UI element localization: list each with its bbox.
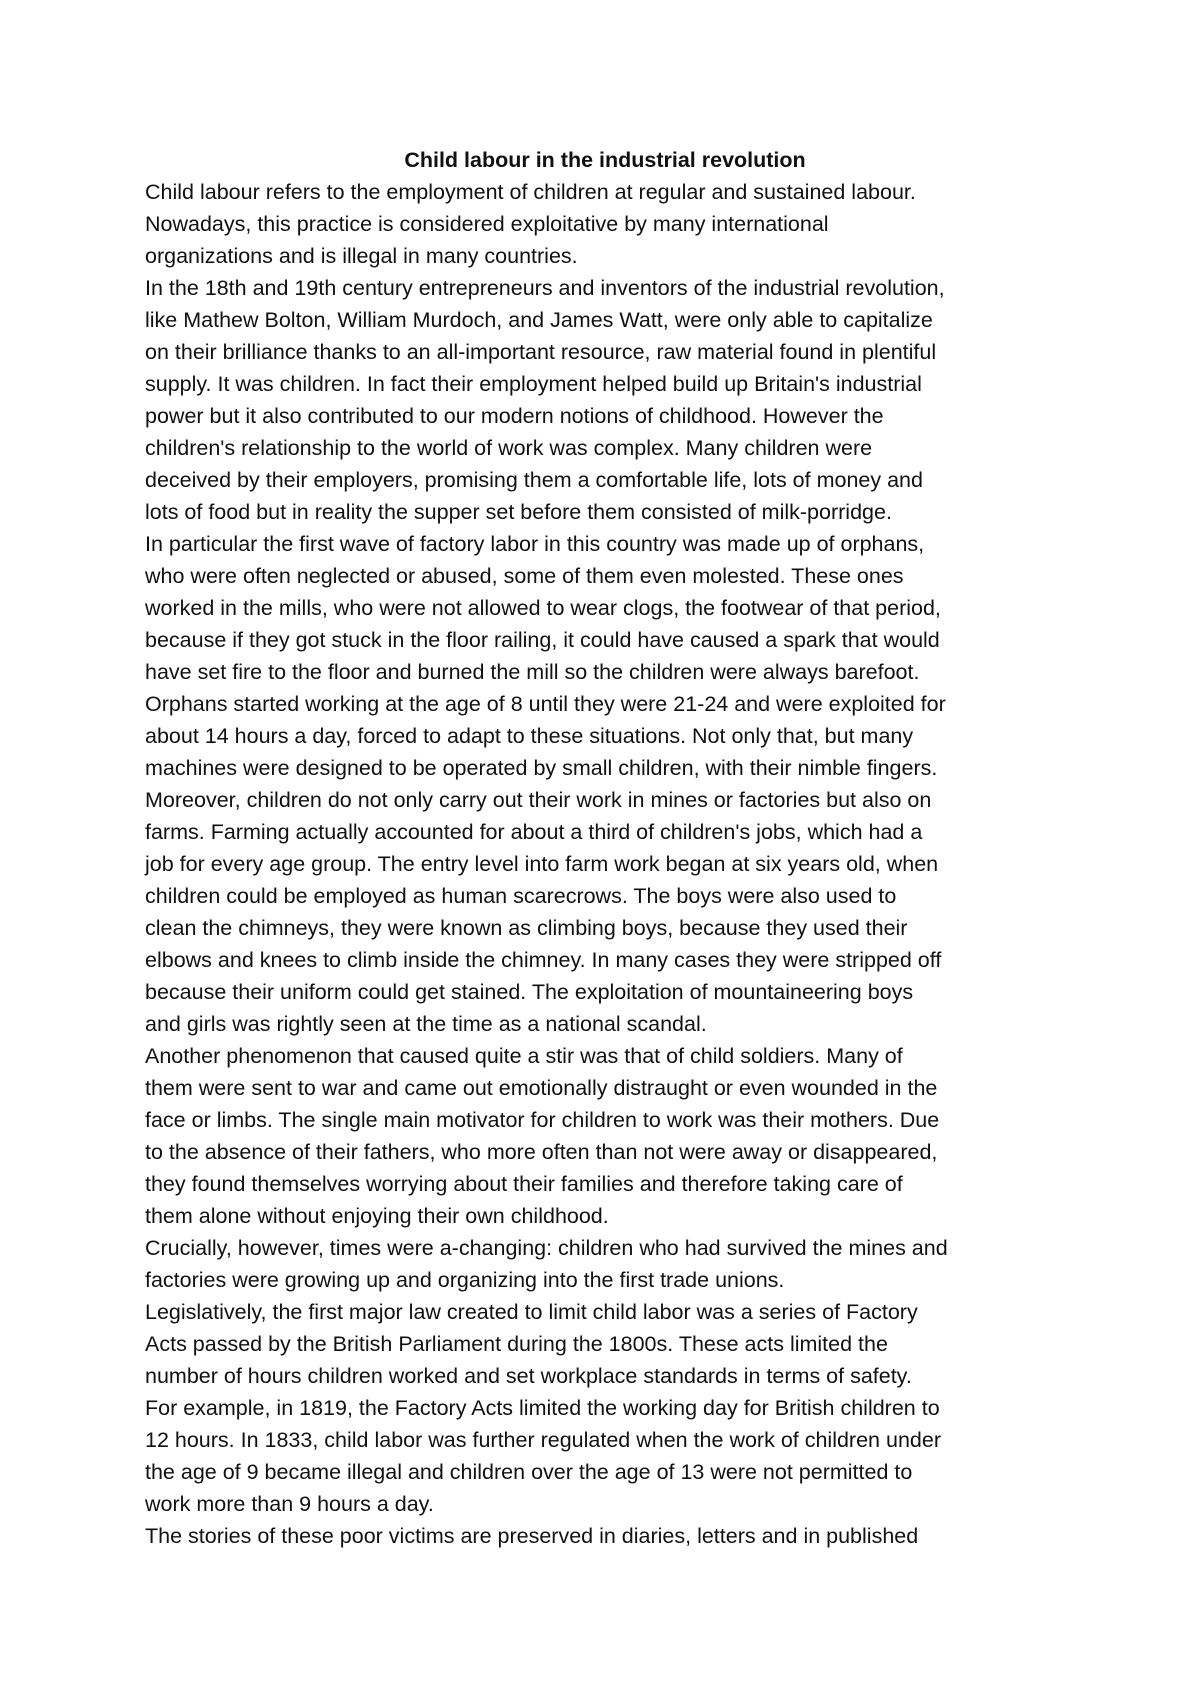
text-line: to the absence of their fathers, who more often than not were away or disappeared, — [145, 1140, 938, 1164]
text-line: because if they got stuck in the floor railing, it could have caused a spark that would — [145, 628, 940, 652]
text-line: For example, in 1819, the Factory Acts limited the working day for British children to — [145, 1396, 940, 1420]
paragraph — [145, 1040, 1065, 1232]
text-line: Legislatively, the first major law created to limit child labor was a series of Factory — [145, 1300, 918, 1324]
text-line: Acts passed by the British Parliament during the 1800s. These acts limited the — [145, 1332, 888, 1356]
text-line: organizations and is illegal in many countries. — [145, 244, 578, 268]
text-line: who were often neglected or abused, some of them even molested. These ones — [145, 564, 904, 588]
text-line: Nowadays, this practice is considered exploitative by many international — [145, 212, 829, 236]
document-body — [145, 144, 1065, 1552]
text-line: clean the chimneys, they were known as climbing boys, because they used their — [145, 916, 908, 940]
text-line: them were sent to war and came out emotionally distraught or even wounded in the — [145, 1076, 938, 1100]
text-line: children's relationship to the world of work was complex. Many children were — [145, 436, 873, 460]
text-line: worked in the mills, who were not allowed to wear clogs, the footwear of that period, — [145, 596, 941, 620]
text-line: them alone without enjoying their own childhood. — [145, 1204, 609, 1228]
text-line: children could be employed as human scarecrows. The boys were also used to — [145, 884, 897, 908]
paragraph — [145, 176, 1065, 272]
text-line: 12 hours. In 1833, child labor was further regulated when the work of children under — [145, 1428, 941, 1452]
paragraph — [145, 1232, 1065, 1296]
text-line: supply. It was children. In fact their employment helped build up Britain's industrial — [145, 372, 922, 396]
text-line: number of hours children worked and set workplace standards in terms of safety. — [145, 1364, 912, 1388]
text-line: farms. Farming actually accounted for about a third of children's jobs, which had a — [145, 820, 923, 844]
text-line: on their brilliance thanks to an all-important resource, raw material found in plentiful — [145, 340, 937, 364]
text-line: elbows and knees to climb inside the chimney. In many cases they were stripped off — [145, 948, 942, 972]
paragraph — [145, 1520, 1065, 1552]
text-line: and girls was rightly seen at the time as a national scandal. — [145, 1012, 707, 1036]
text-line: In particular the first wave of factory labor in this country was made up of orphans, — [145, 532, 925, 556]
paragraph — [145, 1296, 1065, 1520]
text-line: work more than 9 hours a day. — [145, 1492, 434, 1516]
text-line: Orphans started working at the age of 8 until they were 21-24 and were exploited for — [145, 692, 946, 716]
text-line: The stories of these poor victims are preserved in diaries, letters and in published — [145, 1524, 919, 1548]
text-line: deceived by their employers, promising them a comfortable life, lots of money and — [145, 468, 923, 492]
text-line: power but it also contributed to our modern notions of childhood. However the — [145, 404, 884, 428]
text-line: because their uniform could get stained. The exploitation of mountaineering boys — [145, 980, 914, 1004]
paragraph — [145, 272, 1065, 528]
text-line: factories were growing up and organizing into the first trade unions. — [145, 1268, 785, 1292]
paragraph — [145, 528, 1065, 1040]
text-line: Child labour refers to the employment of children at regular and sustained labour. — [145, 180, 916, 204]
text-line: the age of 9 became illegal and children over the age of 13 were not permitted to — [145, 1460, 913, 1484]
text-line: lots of food but in reality the supper set before them consisted of milk-porridge. — [145, 500, 892, 524]
text-line: have set fire to the floor and burned the mill so the children were always barefoot. — [145, 660, 920, 684]
text-line: machines were designed to be operated by small children, with their nimble fingers. — [145, 756, 938, 780]
text-line: Crucially, however, times were a-changing: children who had survived the mines and — [145, 1236, 948, 1260]
text-line: they found themselves worrying about their families and therefore taking care of — [145, 1172, 903, 1196]
text-line: Moreover, children do not only carry out their work in mines or factories but also on — [145, 788, 932, 812]
text-line: face or limbs. The single main motivator for children to work was their mothers. Due — [145, 1108, 940, 1132]
text-line: about 14 hours a day, forced to adapt to these situations. Not only that, but many — [145, 724, 914, 748]
text-line: job for every age group. The entry level into farm work began at six years old, when — [145, 852, 939, 876]
paragraph-list — [145, 176, 1065, 1552]
text-line: In the 18th and 19th century entrepreneurs and inventors of the industrial revolution, — [145, 276, 945, 300]
text-line: Another phenomenon that caused quite a stir was that of child soldiers. Many of — [145, 1044, 903, 1068]
document-title: Child labour in the industrial revolution — [404, 148, 806, 172]
text-line: like Mathew Bolton, William Murdoch, and James Watt, were only able to capitalize — [145, 308, 933, 332]
